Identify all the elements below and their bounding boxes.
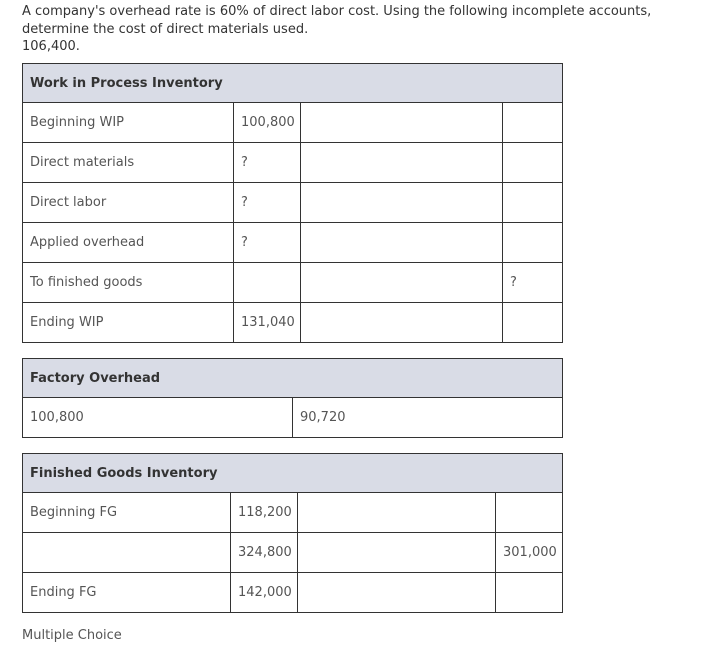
wip-row-blank [301, 303, 503, 343]
wip-title: Work in Process Inventory [23, 64, 563, 103]
table-row [23, 103, 563, 143]
finished-goods-table [22, 453, 563, 613]
foh-title: Factory Overhead [23, 359, 563, 398]
fg-row-blank [298, 573, 496, 613]
wip-row-label: Direct labor [23, 183, 234, 223]
fg-row-credit: 301,000 [496, 533, 563, 573]
table-row [23, 533, 563, 573]
wip-row-label: Beginning WIP [23, 103, 234, 143]
fg-row-blank [298, 493, 496, 533]
wip-row-blank [301, 143, 503, 183]
wip-row-credit: ? [503, 263, 563, 303]
table-row [23, 263, 563, 303]
fg-row-label: Beginning FG [23, 493, 231, 533]
multiple-choice-label: Multiple Choice [22, 628, 122, 643]
wip-row-debit [234, 263, 301, 303]
table-row [23, 223, 563, 263]
wip-row-debit: ? [234, 183, 301, 223]
wip-row-debit: ? [234, 143, 301, 183]
wip-row-blank [301, 223, 503, 263]
answer-text: 106,400. [22, 39, 80, 54]
foh-credit: 90,720 [293, 398, 563, 438]
table-row [23, 183, 563, 223]
wip-row-label: Applied overhead [23, 223, 234, 263]
table-row [23, 493, 563, 533]
fg-row-credit [496, 573, 563, 613]
wip-row-blank [301, 183, 503, 223]
wip-row-credit [503, 183, 563, 223]
wip-row-debit: ? [234, 223, 301, 263]
wip-row-blank [301, 263, 503, 303]
wip-row-credit [503, 143, 563, 183]
question-block [22, 3, 702, 56]
fg-row-credit [496, 493, 563, 533]
wip-row-debit: 100,800 [234, 103, 301, 143]
table-row [23, 398, 563, 438]
fg-row-debit: 118,200 [231, 493, 298, 533]
wip-row-blank [301, 103, 503, 143]
table-row [23, 143, 563, 183]
fg-row-label: Ending FG [23, 573, 231, 613]
fg-row-debit: 324,800 [231, 533, 298, 573]
wip-row-credit [503, 103, 563, 143]
wip-row-credit [503, 223, 563, 263]
foh-debit: 100,800 [23, 398, 293, 438]
fg-row-label [23, 533, 231, 573]
wip-row-label: To finished goods [23, 263, 234, 303]
wip-account-table [22, 63, 563, 343]
factory-overhead-table [22, 358, 563, 438]
table-row [23, 303, 563, 343]
fg-row-debit: 142,000 [231, 573, 298, 613]
wip-row-debit: 131,040 [234, 303, 301, 343]
wip-row-label: Ending WIP [23, 303, 234, 343]
wip-row-label: Direct materials [23, 143, 234, 183]
fg-title: Finished Goods Inventory [23, 454, 563, 493]
table-row [23, 573, 563, 613]
wip-row-credit [503, 303, 563, 343]
fg-row-blank [298, 533, 496, 573]
question-text: A company's overhead rate is 60% of direct labor cost. Using the following incomplete accounts, determine the cost of direct materials used. [22, 4, 652, 37]
